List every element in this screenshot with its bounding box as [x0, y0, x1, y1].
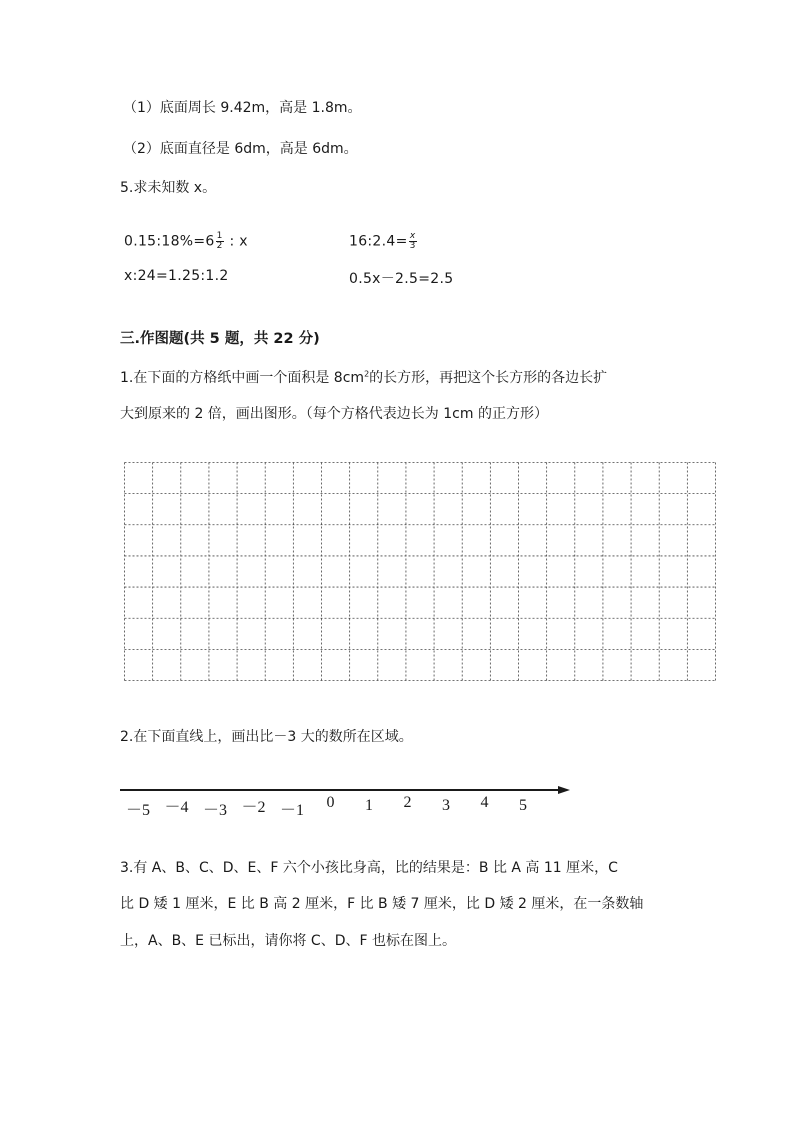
q4-item-2: （2）底面直径是 6dm，高是 6dm。 [123, 141, 358, 157]
tick-label: 0 [326, 794, 335, 811]
tick-label: 3 [442, 797, 450, 814]
tick-label: 1 [365, 797, 373, 814]
equation-2-prefix: 16:2.4= [349, 233, 408, 250]
tick-label: －5 [125, 802, 151, 819]
fraction-denominator: 3 [409, 241, 416, 251]
equation-2 [349, 232, 418, 251]
arrow-head-icon [558, 786, 570, 794]
problem-3-line-2: 比 D 矮 1 厘米，E 比 B 高 2 厘米，F 比 B 矮 7 厘米，比 D 矮 2 厘米，在一条数轴 [120, 896, 644, 912]
equation-4: 0.5x－2.5=2.5 [349, 271, 454, 287]
section-heading: 三.作图题(共 5 题，共 22 分) [120, 331, 320, 347]
problem-1-line-2: 大到原来的 2 倍，画出图形。（每个方格代表边长为 1cm 的正方形） [120, 406, 548, 422]
tick-label: 2 [403, 794, 412, 811]
tick-label: －3 [202, 802, 228, 819]
q5-title: 5.求未知数 x。 [120, 180, 217, 196]
problem-2-text: 2.在下面直线上，画出比－3 大的数所在区域。 [120, 729, 413, 745]
equation-1-fraction [216, 232, 224, 251]
tick-label: 4 [480, 794, 489, 811]
equation-1-prefix: 0.15:18%=6 [124, 233, 215, 250]
tick-label: －1 [279, 802, 305, 819]
problem-1-text-a: 1.在下面的方格纸中画一个面积是 8cm [120, 370, 365, 386]
equation-1 [124, 232, 248, 251]
problem-1-text-b: 的长方形，再把这个长方形的各边长扩 [369, 370, 608, 386]
equation-3: x:24=1.25:1.2 [124, 268, 229, 284]
fraction-denominator: 2 [216, 241, 223, 251]
grid-paper [124, 462, 716, 682]
equation-1-suffix: : x [224, 233, 248, 250]
tick-label: 5 [519, 797, 527, 814]
tick-label: －2 [241, 799, 266, 816]
fraction-numerator: 1 [216, 231, 223, 241]
squared-superscript: 2 [364, 369, 370, 379]
problem-1-line-1 [120, 367, 607, 387]
problem-3-line-1: 3.有 A、B、C、D、E、F 六个小孩比身高，比的结果是：B 比 A 高 11 厘米，C [120, 860, 618, 876]
problem-3-line-3: 上，A、B、E 已标出，请你将 C、D、F 也标在图上。 [120, 933, 456, 949]
number-line [118, 775, 578, 825]
fraction-numerator: x [409, 231, 416, 241]
q4-item-1: （1）底面周长 9.42m，高是 1.8m。 [123, 100, 362, 116]
equation-2-fraction [409, 232, 417, 251]
tick-label: －4 [164, 799, 189, 816]
